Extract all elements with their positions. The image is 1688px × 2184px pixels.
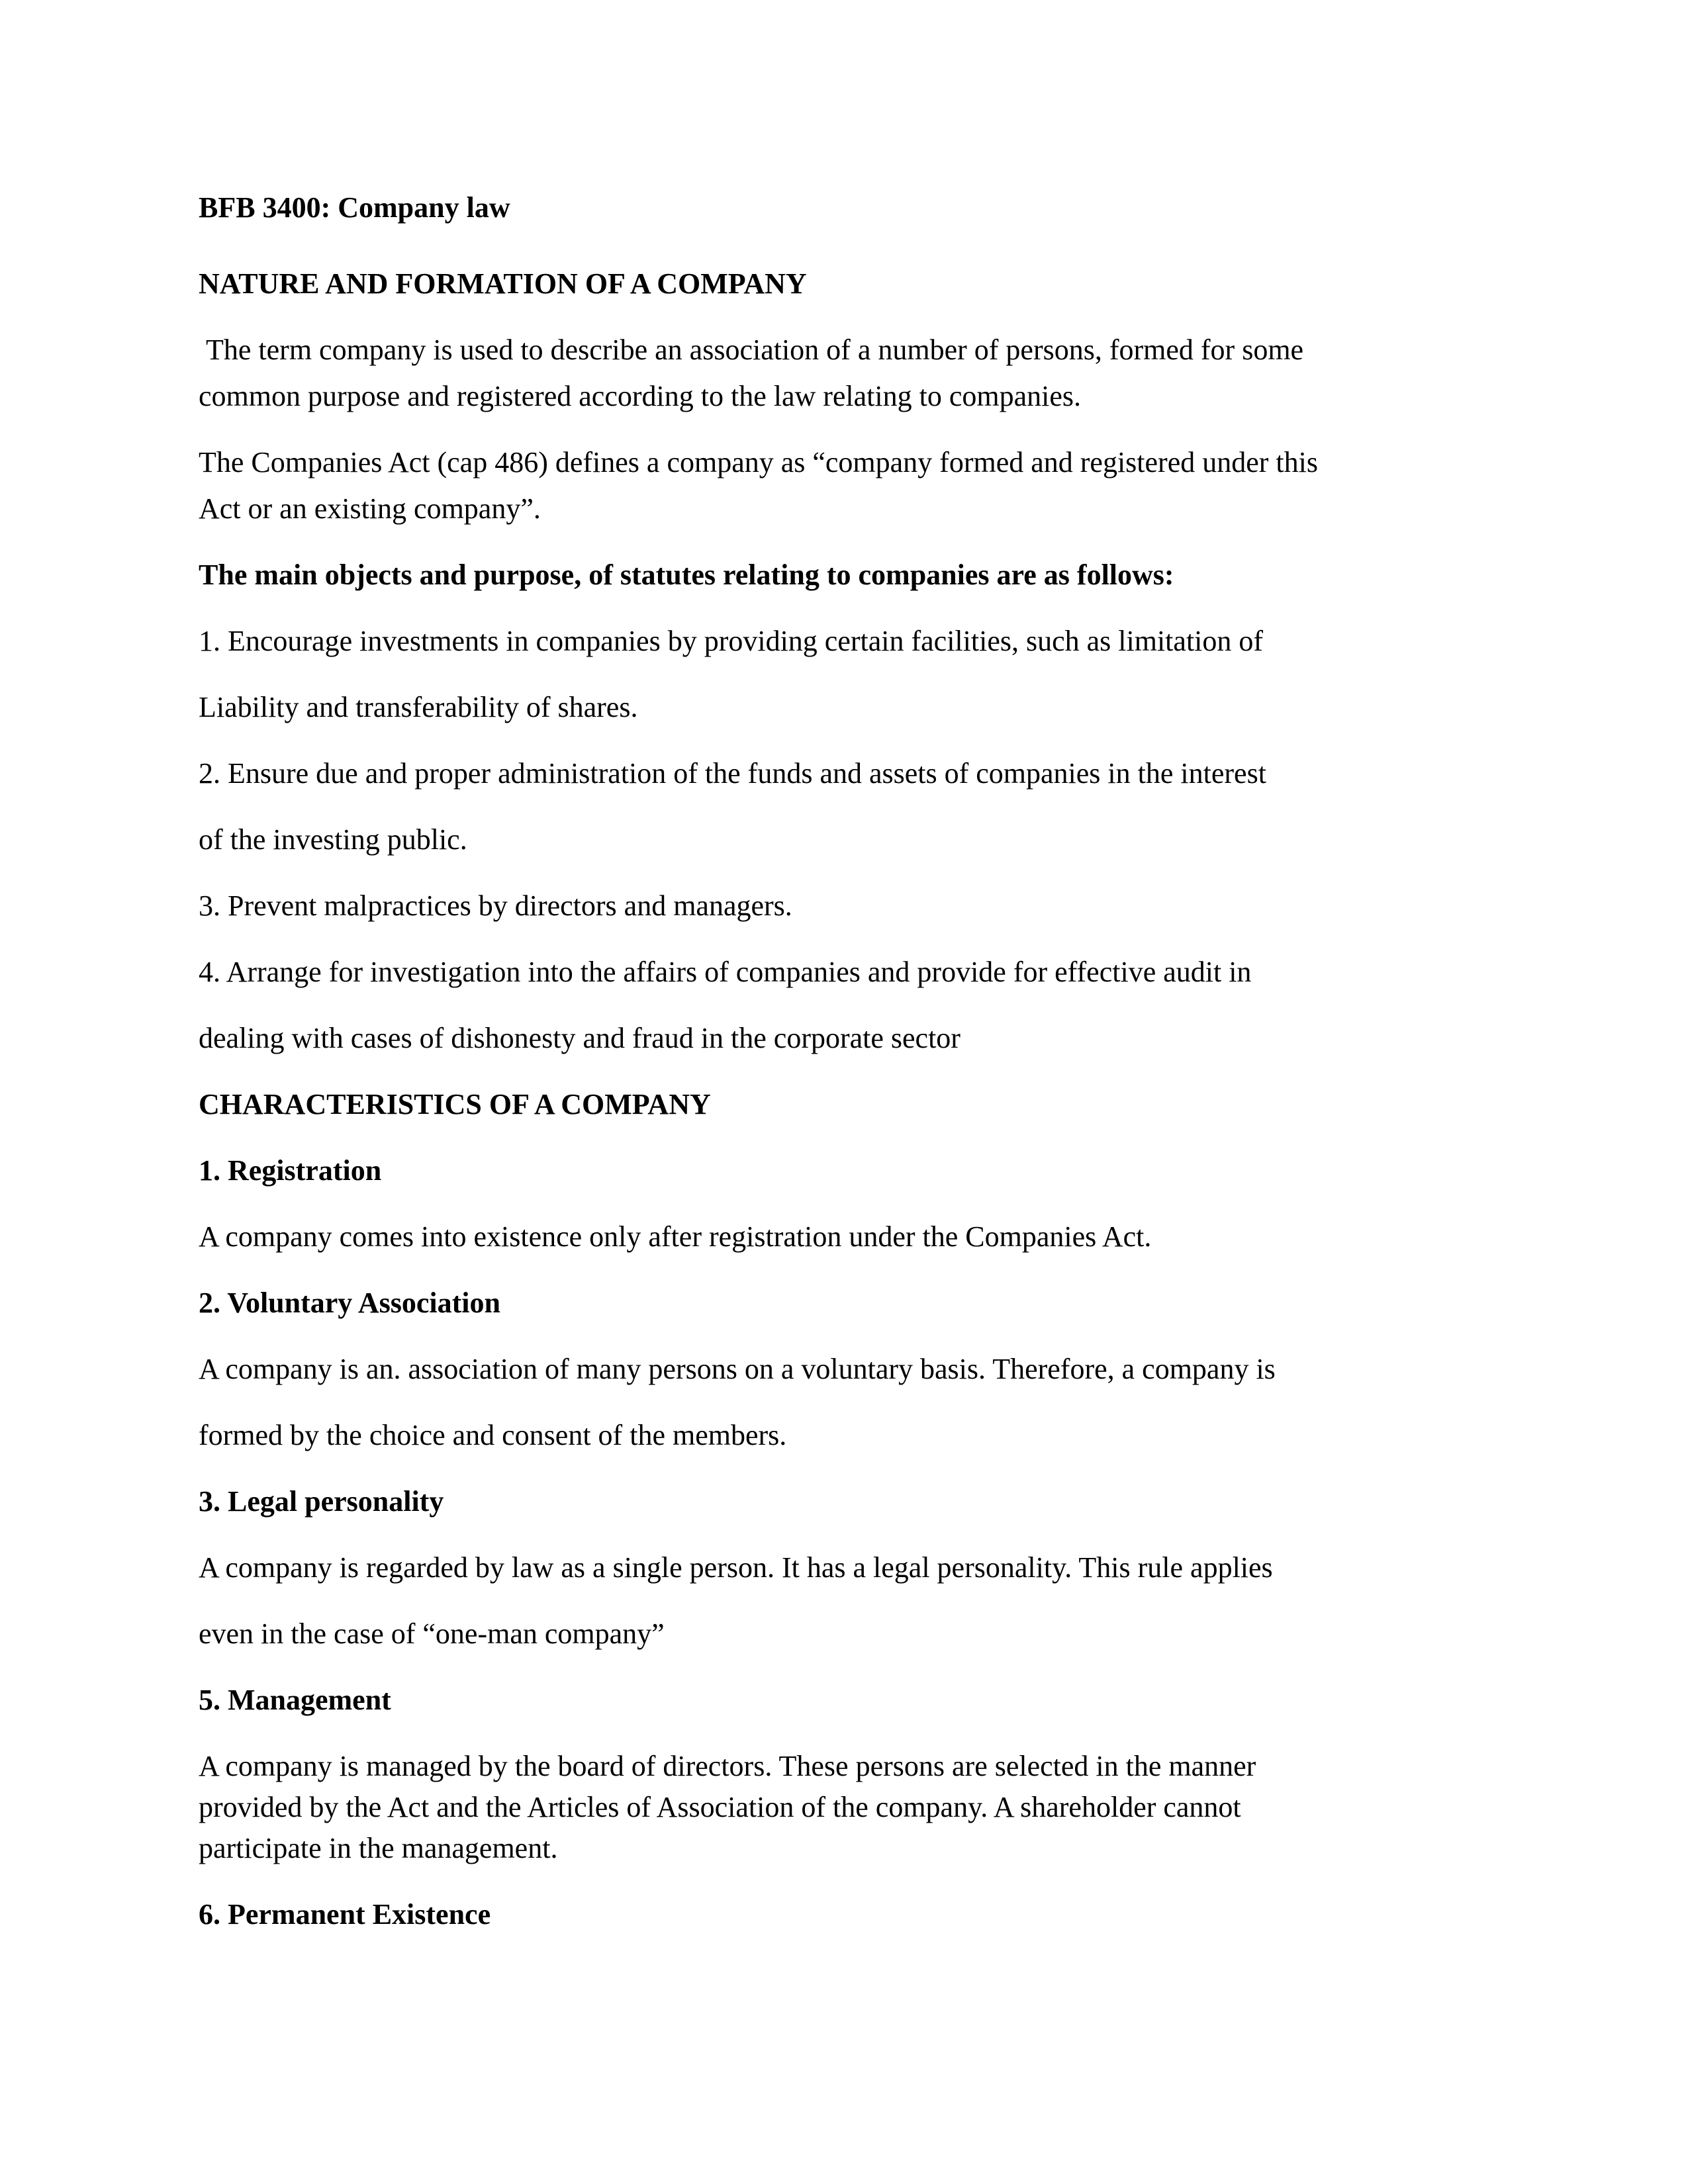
- objects-item-3: 3. Prevent malpractices by directors and managers.: [199, 889, 792, 922]
- management-line-2: provided by the Act and the Articles of Association of the company. A shareholder cannot: [199, 1791, 1241, 1823]
- management-heading: 5. Management: [199, 1684, 391, 1716]
- legal-personality-heading: 3. Legal personality: [199, 1485, 444, 1518]
- management-line-1: A company is managed by the board of directors. These persons are selected in the manner: [199, 1750, 1256, 1782]
- intro-line-2: common purpose and registered according to the law relating to companies.: [199, 380, 1082, 412]
- objects-item-1-line-2: Liability and transferability of shares.: [199, 691, 638, 723]
- voluntary-association-line-1: A company is an. association of many persons on a voluntary basis. Therefore, a company is: [199, 1353, 1276, 1385]
- characteristics-heading: CHARACTERISTICS OF A COMPANY: [199, 1088, 711, 1120]
- objects-item-2-line-2: of the investing public.: [199, 823, 467, 856]
- definition-line-1: The Companies Act (cap 486) defines a company as “company formed and registered under this: [199, 446, 1318, 478]
- legal-personality-line-1: A company is regarded by law as a single person. It has a legal personality. This rule applies: [199, 1551, 1273, 1584]
- objects-item-4-line-1: 4. Arrange for investigation into the affairs of companies and provide for effective audit in: [199, 956, 1252, 988]
- registration-body: A company comes into existence only after registration under the Companies Act.: [199, 1220, 1152, 1253]
- objects-item-2-line-1: 2. Ensure due and proper administration of the funds and assets of companies in the interest: [199, 757, 1266, 790]
- voluntary-association-line-2: formed by the choice and consent of the members.: [199, 1419, 787, 1451]
- objects-heading: The main objects and purpose, of statutes relating to companies are as follows:: [199, 559, 1174, 591]
- objects-item-1-line-1: 1. Encourage investments in companies by providing certain facilities, such as limitation of: [199, 625, 1264, 657]
- registration-heading: 1. Registration: [199, 1154, 382, 1187]
- management-line-3: participate in the management.: [199, 1832, 558, 1864]
- objects-item-4-line-2: dealing with cases of dishonesty and fraud in the corporate sector: [199, 1022, 961, 1054]
- definition-line-2: Act or an existing company”.: [199, 492, 541, 525]
- intro-line-1: The term company is used to describe an association of a number of persons, formed for some: [199, 334, 1304, 366]
- voluntary-association-heading: 2. Voluntary Association: [199, 1287, 500, 1319]
- course-title: BFB 3400: Company law: [199, 191, 510, 224]
- permanent-existence-heading: 6. Permanent Existence: [199, 1898, 491, 1931]
- main-heading: NATURE AND FORMATION OF A COMPANY: [199, 267, 807, 300]
- legal-personality-line-2: even in the case of “one-man company”: [199, 1617, 665, 1650]
